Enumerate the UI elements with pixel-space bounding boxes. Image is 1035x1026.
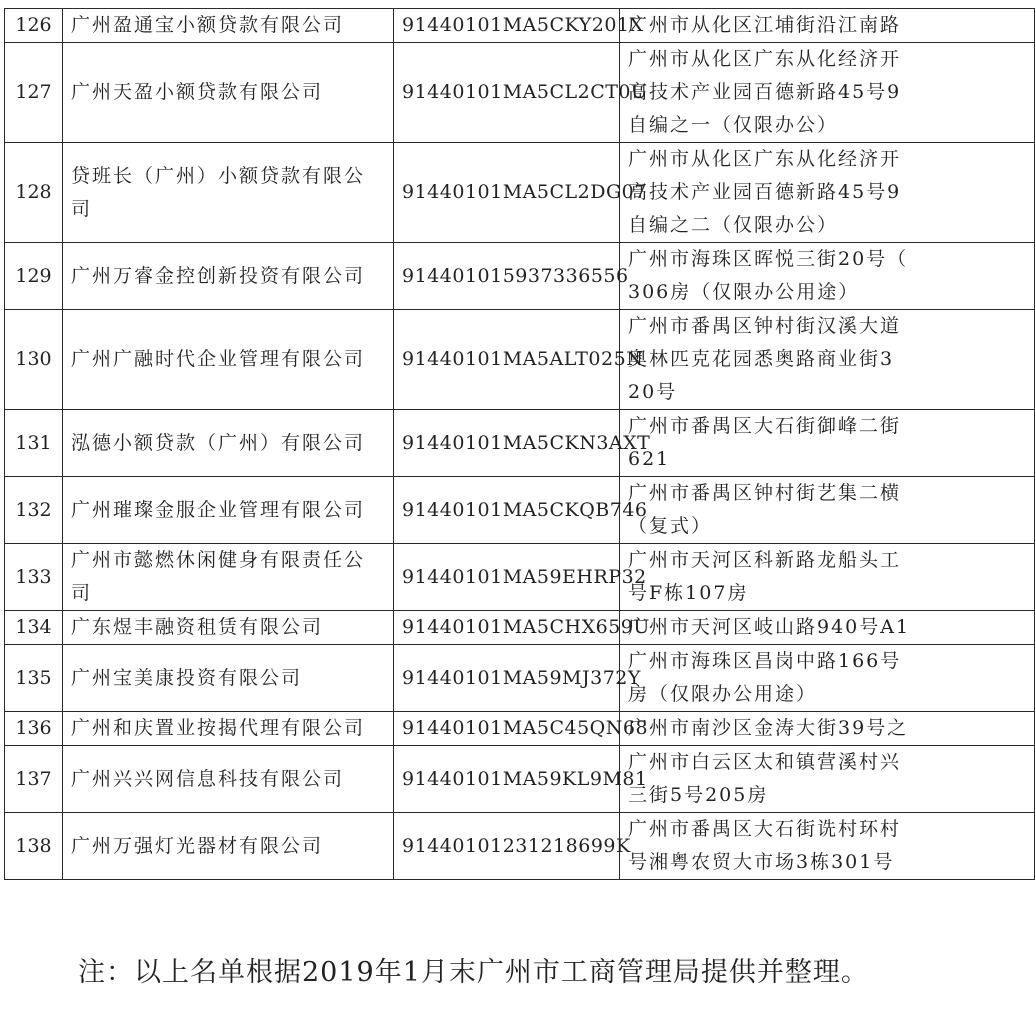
table-body bbox=[5, 9, 1035, 880]
company-address bbox=[620, 477, 1035, 544]
row-number: 130 bbox=[5, 310, 63, 410]
company-name: 广东煜丰融资租赁有限公司 bbox=[63, 611, 394, 645]
credit-code: 91440101MA5ALT025N bbox=[394, 310, 620, 410]
address-line: 广州市天河区岐山路940号A1 bbox=[628, 616, 911, 638]
company-address bbox=[620, 544, 1035, 611]
credit-code: 91440101MA59EHRP32 bbox=[394, 544, 620, 611]
credit-code: 91440101MA5CKN3AXT bbox=[394, 410, 620, 477]
company-name: 贷班长（广州）小额贷款有限公司 bbox=[63, 143, 394, 243]
address-line: 广州市从化区广东从化经济开 bbox=[628, 148, 902, 170]
address-line: 20号 bbox=[628, 381, 678, 403]
address-line: 广州市南沙区金涛大街39号之 bbox=[628, 717, 909, 739]
address-line: 广州市番禺区钟村街艺集二横 bbox=[628, 482, 902, 504]
credit-code: 914401015937336556 bbox=[394, 243, 620, 310]
company-address bbox=[620, 410, 1035, 477]
company-name: 广州万睿金控创新投资有限公司 bbox=[63, 243, 394, 310]
company-address bbox=[620, 746, 1035, 813]
credit-code: 91440101MA5CL2DG07 bbox=[394, 143, 620, 243]
table-row bbox=[5, 477, 1035, 544]
company-name: 广州璀璨金服企业管理有限公司 bbox=[63, 477, 394, 544]
credit-code: 91440101MA5CHX659U bbox=[394, 611, 620, 645]
address-line: 自编之二（仅限办公） bbox=[628, 214, 839, 236]
company-name: 广州市懿燃休闲健身有限责任公司 bbox=[63, 544, 394, 611]
table-row bbox=[5, 9, 1035, 43]
credit-code: 91440101MA59MJ372Y bbox=[394, 645, 620, 712]
address-line: 奥林匹克花园悉奥路商业街3 bbox=[628, 348, 895, 370]
address-line: 自编之一（仅限办公） bbox=[628, 114, 839, 136]
row-number: 138 bbox=[5, 813, 63, 880]
address-line: 广州市从化区江埔街沿江南路 bbox=[628, 14, 902, 36]
address-line: 广州市从化区广东从化经济开 bbox=[628, 48, 902, 70]
table-row bbox=[5, 143, 1035, 243]
row-number: 126 bbox=[5, 9, 63, 43]
table-row bbox=[5, 43, 1035, 143]
address-line: 广州市白云区太和镇营溪村兴 bbox=[628, 751, 902, 773]
table-row bbox=[5, 611, 1035, 645]
address-line: 高技术产业园百德新路45号9 bbox=[628, 181, 902, 203]
address-line: 广州市番禺区大石街御峰二街 bbox=[628, 415, 902, 437]
credit-code: 91440101MA5CL2CT0U bbox=[394, 43, 620, 143]
table-row bbox=[5, 712, 1035, 746]
company-address bbox=[620, 645, 1035, 712]
address-line: 621 bbox=[628, 448, 671, 470]
address-line: 广州市番禺区钟村街汉溪大道 bbox=[628, 315, 902, 337]
table-row bbox=[5, 310, 1035, 410]
credit-code: 91440101MA5C45QN68 bbox=[394, 712, 620, 746]
credit-code: 91440101231218699K bbox=[394, 813, 620, 880]
company-address bbox=[620, 310, 1035, 410]
address-line: 广州市天河区科新路龙船头工 bbox=[628, 549, 902, 571]
address-line: 广州市番禺区大石街诜村环村 bbox=[628, 818, 902, 840]
table-row bbox=[5, 645, 1035, 712]
company-address bbox=[620, 143, 1035, 243]
address-line: 号湘粤农贸大市场3栋301号 bbox=[628, 851, 895, 873]
company-name: 广州和庆置业按揭代理有限公司 bbox=[63, 712, 394, 746]
row-number: 128 bbox=[5, 143, 63, 243]
table-row bbox=[5, 410, 1035, 477]
company-name: 广州兴兴网信息科技有限公司 bbox=[63, 746, 394, 813]
row-number: 135 bbox=[5, 645, 63, 712]
company-list-table bbox=[4, 8, 1035, 880]
company-name: 广州广融时代企业管理有限公司 bbox=[63, 310, 394, 410]
address-line: 三街5号205房 bbox=[628, 784, 769, 806]
row-number: 133 bbox=[5, 544, 63, 611]
row-number: 137 bbox=[5, 746, 63, 813]
company-address bbox=[620, 813, 1035, 880]
company-name: 广州天盈小额贷款有限公司 bbox=[63, 43, 394, 143]
company-address bbox=[620, 43, 1035, 143]
row-number: 129 bbox=[5, 243, 63, 310]
table-row bbox=[5, 813, 1035, 880]
table-row bbox=[5, 243, 1035, 310]
address-line: 号F栋107房 bbox=[628, 582, 749, 604]
company-name: 泓德小额贷款（广州）有限公司 bbox=[63, 410, 394, 477]
row-number: 132 bbox=[5, 477, 63, 544]
company-name: 广州宝美康投资有限公司 bbox=[63, 645, 394, 712]
address-line: 广州市海珠区晖悦三街20号（ bbox=[628, 248, 909, 270]
company-address bbox=[620, 712, 1035, 746]
address-line: 高技术产业园百德新路45号9 bbox=[628, 81, 902, 103]
company-address bbox=[620, 9, 1035, 43]
footnote: 注：以上名单根据2019年1月末广州市工商管理局提供并整理。 bbox=[78, 957, 869, 988]
company-address bbox=[620, 611, 1035, 645]
credit-code: 91440101MA5CKQB746 bbox=[394, 477, 620, 544]
address-line: 306房（仅限办公用途） bbox=[628, 281, 860, 303]
company-name: 广州万强灯光器材有限公司 bbox=[63, 813, 394, 880]
row-number: 136 bbox=[5, 712, 63, 746]
address-line: （复式） bbox=[628, 515, 713, 537]
company-name: 广州盈通宝小额贷款有限公司 bbox=[63, 9, 394, 43]
table-row bbox=[5, 746, 1035, 813]
credit-code: 91440101MA59KL9M81 bbox=[394, 746, 620, 813]
company-address bbox=[620, 243, 1035, 310]
address-line: 房（仅限办公用途） bbox=[628, 683, 818, 705]
row-number: 127 bbox=[5, 43, 63, 143]
table-row bbox=[5, 544, 1035, 611]
credit-code: 91440101MA5CKY201X bbox=[394, 9, 620, 43]
address-line: 广州市海珠区昌岗中路166号 bbox=[628, 650, 902, 672]
row-number: 131 bbox=[5, 410, 63, 477]
row-number: 134 bbox=[5, 611, 63, 645]
